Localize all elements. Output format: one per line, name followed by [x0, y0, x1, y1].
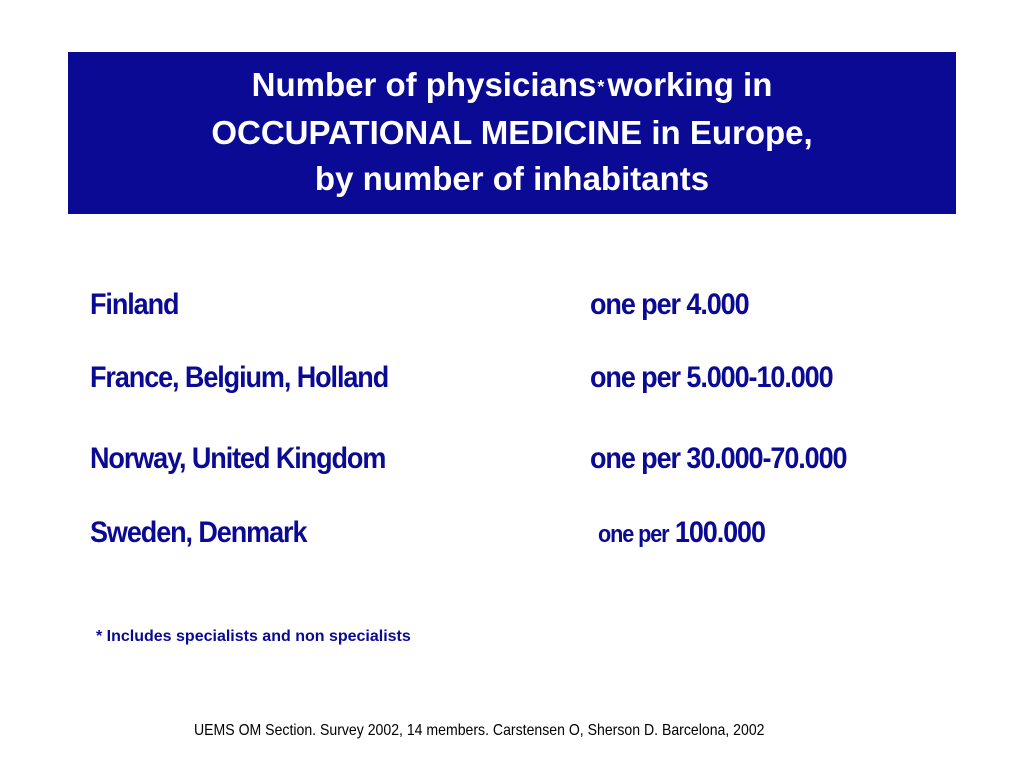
country-label: France, Belgium, Holland — [90, 361, 389, 394]
ratio-label: one per 4.000 — [590, 288, 749, 321]
ratio-label: one per 5.000-10.000 — [590, 361, 833, 394]
source-citation: UEMS OM Section. Survey 2002, 14 members. Carstensen O, Sherson D. Barcelona, 2002 — [194, 722, 765, 739]
title-line-1 — [68, 62, 956, 110]
country-label: Sweden, Denmark — [90, 516, 307, 549]
country-label: Norway, United Kingdom — [90, 442, 386, 475]
country-label: Finland — [90, 288, 179, 321]
title-asterisk: * — [597, 77, 605, 97]
footnote: * Includes specialists and non specialists — [96, 628, 411, 645]
title-line-1-start: Number of physicians — [251, 66, 597, 103]
title-line-2: OCCUPATIONAL MEDICINE in Europe, — [211, 114, 813, 151]
ratio-label — [598, 516, 765, 550]
ratio-label: one per 30.000-70.000 — [590, 442, 847, 475]
ratio-value: 100.000 — [674, 516, 765, 549]
title-line-3: by number of inhabitants — [314, 160, 710, 197]
title-banner — [68, 52, 956, 214]
title-line-1-end: working in — [607, 66, 773, 103]
ratio-prefix: one per — [598, 521, 669, 548]
